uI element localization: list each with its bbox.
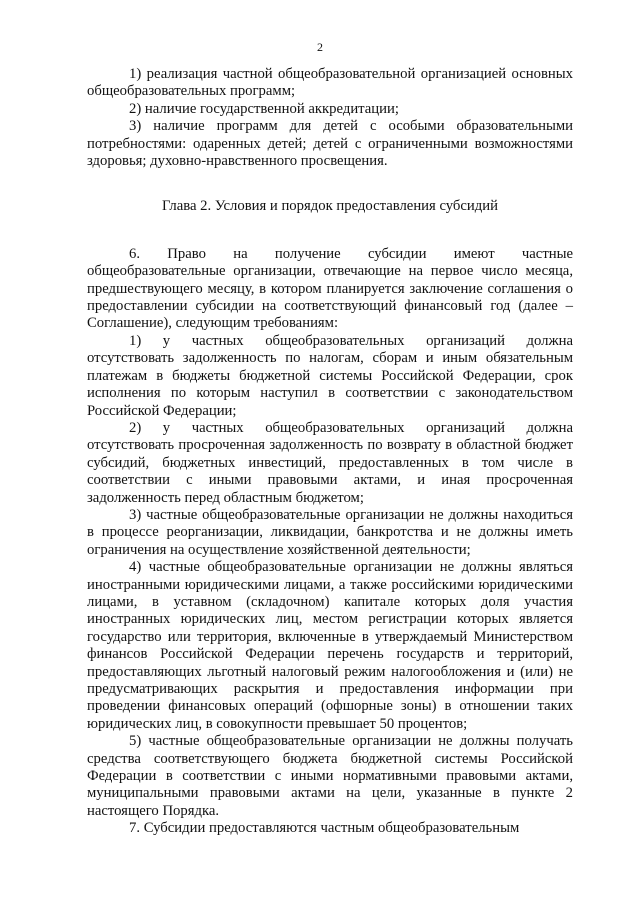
section-6-item-4: 4) частные общеобразовательные организации не должны являться иностранными юридическими лицами, а также российскими юридическими лицами, в уставном (складочном) капитале которых доля участия иностранных юридических лиц, местом регистрации которых является государство или территория, включенные в утверждаемый Министерством финансов Российской Федерации перечень государств и территорий, предоставляющих льготный налоговый режим налогообложения и (или) не предусматривающих раскрытия и предоставления информации при проведении финансовых операций (офшорные зоны) в отношении таких юридических лиц, в совокупности превышает 50 процентов;: [87, 559, 573, 732]
list-item-1: 1) реализация частной общеобразовательной организацией основных общеобразовательных программ;: [87, 66, 573, 100]
document-body: [87, 66, 573, 838]
page-number: 2: [317, 40, 323, 54]
section-6-item-5: 5) частные общеобразовательные организации не должны получать средства соответствующего бюджета бюджетной системы Российской Федерации в соответствии с иными нормативными правовыми актами, муниципальными правовыми актами на цели, указанные в пункте 2 настоящего Порядка.: [87, 733, 573, 819]
list-item-2: 2) наличие государственной аккредитации;: [129, 100, 399, 117]
chapter-heading: Глава 2. Условия и порядок предоставления субсидий: [162, 198, 498, 215]
section-7-start: 7. Субсидии предоставляются частным общеобразовательным: [129, 820, 520, 837]
list-item-3: 3) наличие программ для детей с особыми образовательными потребностями: одаренных детей; детей с ограниченными возможностями здоровья; духовно-нравственного просвещения.: [87, 118, 573, 170]
section-6-intro: 6. Право на получение субсидии имеют частные общеобразовательные организации, отвечающие на первое число месяца, предшествующего месяцу, в котором планируется заключение соглашения о предоставлении субсидии на соответствующий финансовый год (далее – Соглашение), следующим требованиям:: [87, 245, 573, 332]
section-6-item-1: 1) у частных общеобразовательных организаций должна отсутствовать задолженность по налогам, сборам и иным обязательным платежам в бюджеты бюджетной системы Российской Федерации, срок исполнения по которым наступил в соответствии с законодательством Российской Федерации;: [87, 332, 573, 419]
section-6-item-3: 3) частные общеобразовательные организации не должны находиться в процессе реорганизации, ликвидации, банкротства и не должны иметь ограничения на осуществление хозяйственной деятельности;: [87, 506, 573, 558]
section-6-item-2: 2) у частных общеобразовательных организаций должна отсутствовать просроченная задолженность по возврату в областной бюджет субсидий, бюджетных инвестиций, предоставленных в том числе в соответствии с иными правовыми актами, и иная просроченная задолженность перед областным бюджетом;: [87, 419, 573, 506]
